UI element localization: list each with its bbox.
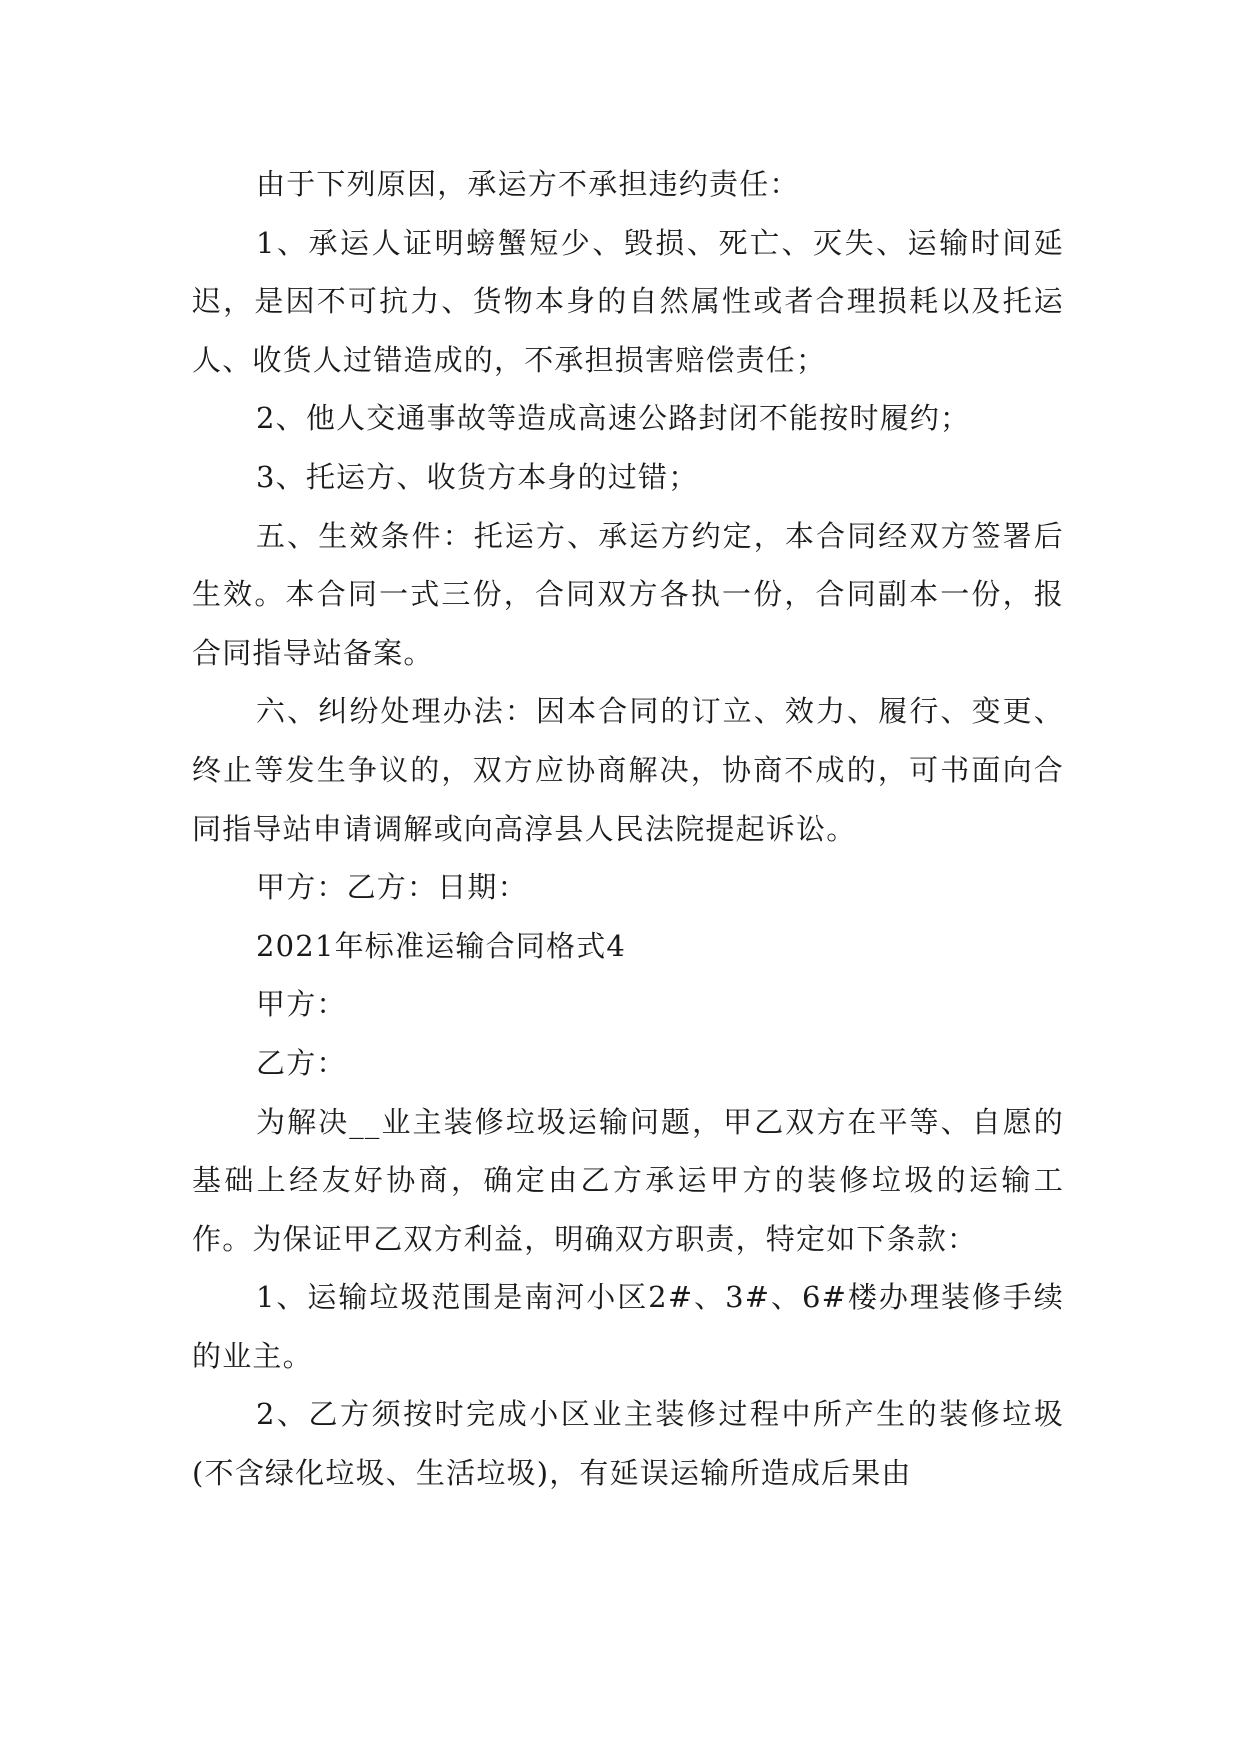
paragraph-clause-1: 1、运输垃圾范围是南河小区2#、3#、6#楼办理装修手续的业主。 <box>192 1280 1064 1373</box>
party-a-line: 甲方： <box>256 987 347 1022</box>
document-page <box>192 155 1064 1503</box>
paragraph-exemption-intro: 由于下列原因，承运方不承担违约责任： <box>256 167 800 201</box>
paragraph-exemption-item-3: 3、托运方、收货方本身的过错； <box>256 459 699 494</box>
party-b-line: 乙方： <box>256 1045 347 1080</box>
paragraph-exemption-item-1: 1、承运人证明螃蟹短少、毁损、死亡、灭失、运输时间延迟，是因不可抗力、货物本身的自然属性或者合理损耗以及托运人、收货人过错造成的，不承担损害赔偿责任； <box>192 225 1064 377</box>
paragraph-exemption-item-2: 2、他人交通事故等造成高速公路封闭不能按时履约； <box>256 401 971 436</box>
paragraph-signatures: 甲方：乙方：日期： <box>256 870 528 905</box>
paragraph-clause-2: 2、乙方须按时完成小区业主装修过程中所产生的装修垃圾(不含绿化垃圾、生活垃圾)，有延误运输所造成后果由 <box>192 1397 1064 1491</box>
paragraph-effective-conditions: 五、生效条件：托运方、承运方约定，本合同经双方签署后生效。本合同一式三份，合同双方各执一份，合同副本一份，报合同指导站备案。 <box>192 518 1064 670</box>
section-title: 2021年标准运输合同格式4 <box>256 928 627 963</box>
paragraph-dispute-resolution: 六、纠纷处理办法：因本合同的订立、效力、履行、变更、终止等发生争议的，双方应协商解决，协商不成的，可书面向合同指导站申请调解或向高淳县人民法院提起诉讼。 <box>192 694 1064 846</box>
paragraph-preamble: 为解决__业主装修垃圾运输问题，甲乙双方在平等、自愿的基础上经友好协商，确定由乙方承运甲方的装修垃圾的运输工作。为保证甲乙双方利益，明确双方职责，特定如下条款： <box>192 1104 1064 1256</box>
